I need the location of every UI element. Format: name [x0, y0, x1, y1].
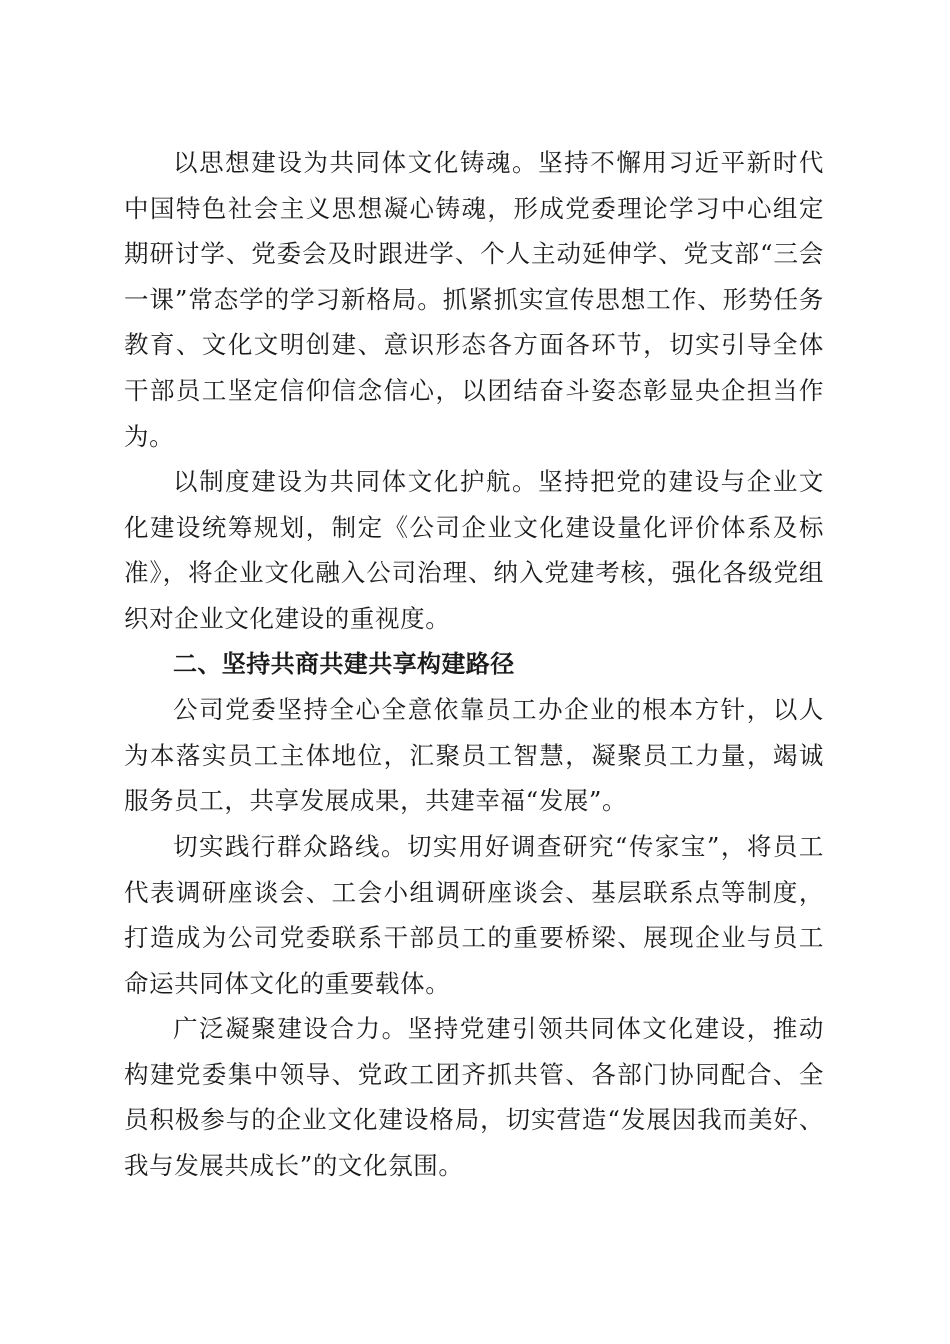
paragraph-mass-line: 切实践行群众路线。切实用好调查研究“传家宝”，将员工代表调研座谈会、工会小组调研座谈会、基层联系点等制度，打造成为公司党委联系干部员工的重要桥梁、展现企业与员工命运共同体文化的重要载体。 — [124, 831, 824, 998]
paragraph-joint-effort: 广泛凝聚建设合力。坚持党建引领共同体文化建设，推动构建党委集中领导、党政工团齐抓共管、各部门协同配合、全员积极参与的企业文化建设格局，切实营造“发展因我而美好、我与发展共成长”的文化氛围。 — [124, 1014, 824, 1181]
paragraph-institution: 以制度建设为共同体文化护航。坚持把党的建设与企业文化建设统筹规划，制定《公司企业文化建设量化评价体系及标准》，将企业文化融入公司治理、纳入党建考核，强化各级党组织对企业文化建设的重视度。 — [124, 467, 824, 633]
paragraph-ideology: 以思想建设为共同体文化铸魂。坚持不懈用习近平新时代中国特色社会主义思想凝心铸魂，形成党委理论学习中心组定期研讨学、党委会及时跟进学、个人主动延伸学、党支部“三会一课”常态学的学习新格局。抓紧抓实宣传思想工作、形势任务教育、文化文明创建、意识形态各方面各环节，切实引导全体干部员工坚定信仰信念信心，以团结奋斗姿态彰显央企担当作为。 — [124, 148, 824, 451]
section-heading: 二、坚持共商共建共享构建路径 — [173, 649, 515, 678]
document-body — [124, 140, 824, 1189]
paragraph-section-intro: 公司党委坚持全心全意依靠员工办企业的根本方针，以人为本落实员工主体地位，汇聚员工智慧，凝聚员工力量，竭诚服务员工，共享发展成果，共建幸福“发展”。 — [124, 695, 824, 816]
